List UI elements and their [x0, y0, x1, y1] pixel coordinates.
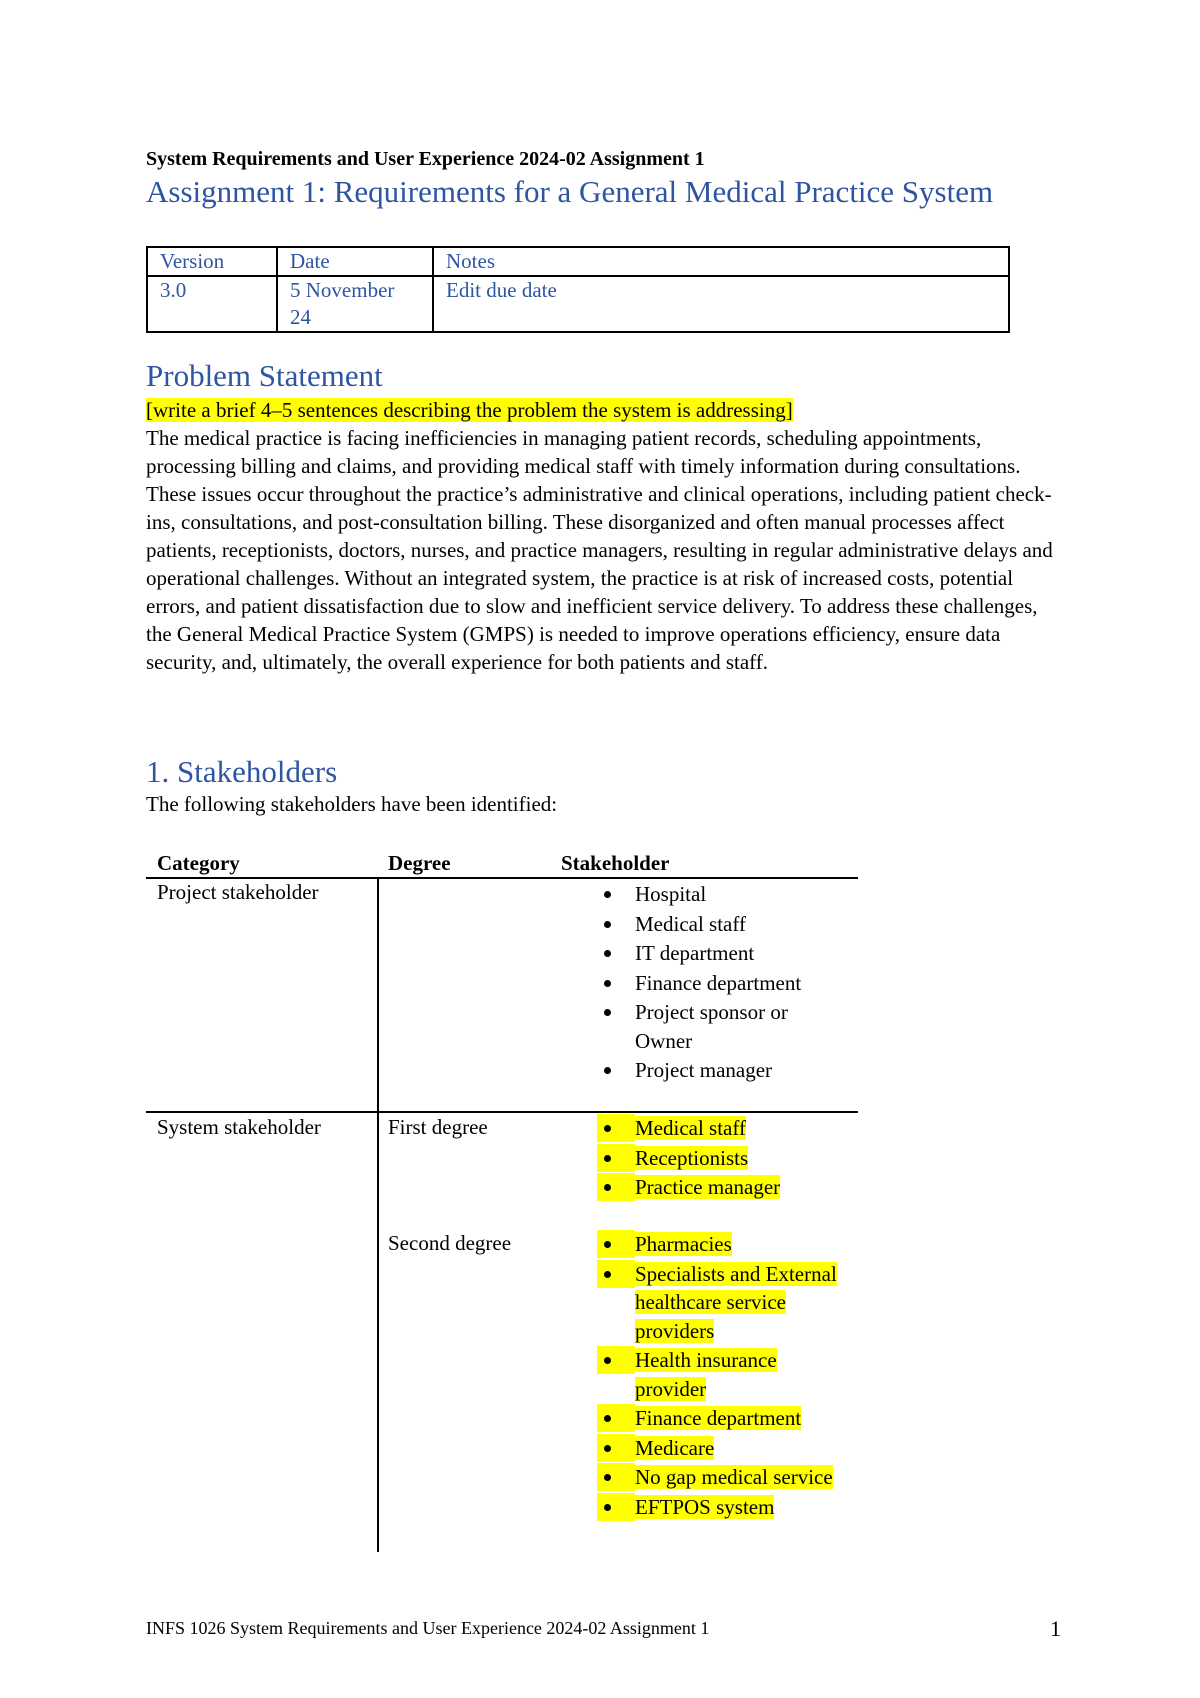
list-item: Hospital — [597, 880, 827, 909]
list-item: Health insurance provider — [597, 1346, 837, 1403]
degree-column-header: Degree — [388, 851, 451, 875]
problem-instruction: [write a brief 4–5 sentences describing the problem the system is addressing] — [146, 398, 793, 422]
version-table — [146, 246, 1010, 333]
list-item: Finance department — [597, 1404, 837, 1433]
column-divider-project — [377, 878, 379, 1111]
list-item: Project manager — [597, 1056, 827, 1085]
second-degree-label: Second degree — [388, 1231, 512, 1255]
second-degree-list — [597, 1230, 837, 1522]
date-line-1: 5 November — [290, 278, 395, 302]
version-table-row — [147, 276, 1009, 332]
notes-cell: Edit due date — [433, 276, 1009, 332]
page-number: 1 — [1050, 1616, 1061, 1641]
version-table-header — [147, 247, 1009, 276]
project-stakeholder-label: Project stakeholder — [157, 880, 319, 904]
list-item: EFTPOS system — [597, 1493, 837, 1522]
stakeholder-column-header: Stakeholder — [561, 851, 670, 875]
date-line-2: 24 — [290, 305, 311, 329]
problem-statement-heading: Problem Statement — [146, 358, 383, 393]
notes-header: Notes — [433, 247, 1009, 276]
system-stakeholder-label: System stakeholder — [157, 1115, 321, 1139]
first-degree-label: First degree — [388, 1115, 488, 1139]
document-title: Assignment 1: Requirements for a General Medical Practice System — [146, 174, 994, 209]
list-item: IT department — [597, 939, 827, 968]
column-divider-system — [377, 1112, 379, 1552]
problem-body: The medical practice is facing inefficiencies in managing patient records, scheduling appointments, processing billing and claims, and providing medical staff with timely information during consultations. These issues occur throughout the practice’s administrative and clinical operations, including patient check-ins, consultations, and post-consultation billing. These disorganized and often manual processes affect patients, receptionists, doctors, nurses, and practice managers, resulting in regular administrative delays and operational challenges. Without an integrated system, the practice is at risk of increased costs, potential errors, and patient dissatisfaction due to slow and inefficient service delivery. To address these challenges, the General Medical Practice System (GMPS) is needed to improve operations efficiency, ensure data security, and, ultimately, the overall experience for both patients and staff. — [146, 426, 1053, 674]
list-item: Medical staff — [597, 1114, 827, 1143]
stakeholders-intro: The following stakeholders have been identified: — [146, 792, 558, 816]
list-item: Medical staff — [597, 910, 827, 939]
problem-statement — [146, 396, 1066, 676]
category-column-header: Category — [157, 851, 240, 875]
version-cell: 3.0 — [147, 276, 277, 332]
date-header: Date — [277, 247, 433, 276]
list-item: No gap medical service — [597, 1463, 835, 1492]
stakeholders-heading: 1. Stakeholders — [146, 754, 338, 789]
list-item: Practice manager — [597, 1173, 827, 1202]
version-header: Version — [147, 247, 277, 276]
page-footer: INFS 1026 System Requirements and User Experience 2024-02 Assignment 1 — [146, 1618, 710, 1638]
project-stakeholder-list — [597, 880, 827, 1086]
list-item: Finance department — [597, 969, 827, 998]
list-item: Receptionists — [597, 1144, 827, 1173]
list-item: Pharmacies — [597, 1230, 837, 1259]
list-item: Specialists and External healthcare service providers — [597, 1260, 837, 1346]
list-item: Project sponsor or Owner — [597, 998, 825, 1055]
list-item: Medicare — [597, 1434, 837, 1463]
date-cell — [277, 276, 433, 332]
first-degree-list — [597, 1114, 827, 1203]
running-header: System Requirements and User Experience 2024-02 Assignment 1 — [146, 148, 705, 170]
